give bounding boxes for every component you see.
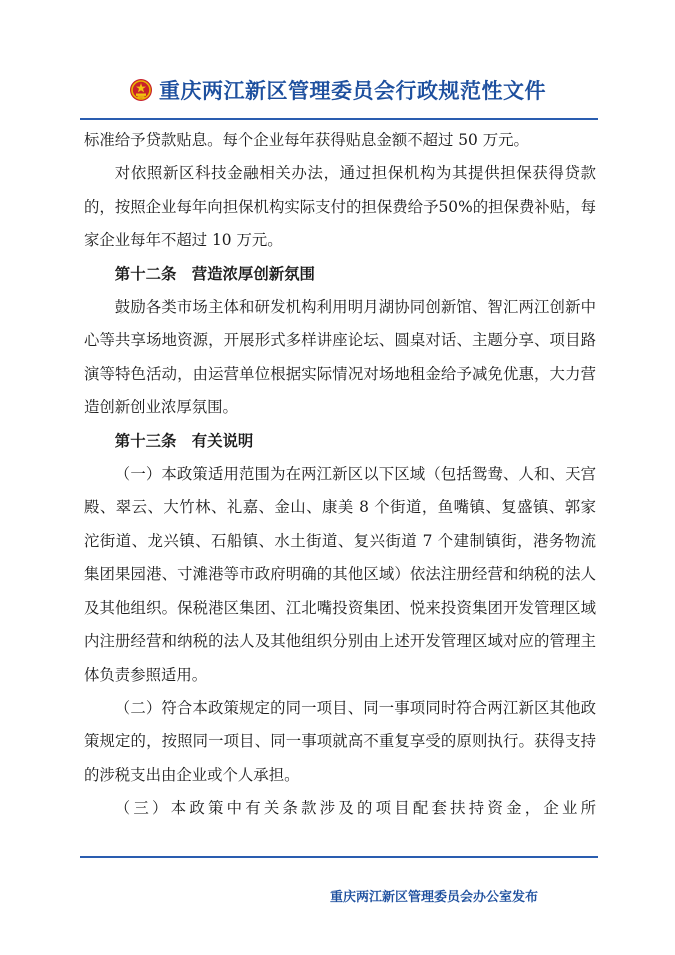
paragraph-guarantee-subsidy: 对依照新区科技金融相关办法，通过担保机构为其提供担保获得贷款的，按照企业每年向担保机构实际支付的担保费给予50%的担保费补贴，每家企业每年不超过 10 万元。 (84, 164, 596, 250)
article-12-heading: 第十二条 营造浓厚创新氛围 (114, 264, 315, 283)
paragraph-no-duplicate: （二）符合本政策规定的同一项目、同一事项同时符合两江新区其他政策规定的，按照同一项目、同一事项就高不重复享受的原则执行。获得支持的涉税支出由企业或个人承担。 (84, 698, 596, 784)
footer-divider (80, 856, 598, 858)
national-emblem-icon (129, 78, 153, 102)
header-title: 重庆两江新区管理委员会行政规范性文件 (159, 78, 546, 103)
document-header (0, 72, 675, 108)
header-divider (80, 118, 598, 120)
document-footer: 重庆两江新区管理委员会办公室发布 (330, 890, 539, 905)
paragraph-matching-funds: （三）本政策中有关条款涉及的项目配套扶持资金，企业所 (114, 799, 596, 818)
paragraph-continuation: 标准给予贷款贴息。每个企业每年获得贴息金额不超过 50 万元。 (84, 131, 529, 149)
document-body (84, 124, 596, 826)
paragraph-scope: （一）本政策适用范围为在两江新区以下区域（包括鸳鸯、人和、天宫殿、翠云、大竹林、礼嘉、金山、康美 8 个街道，鱼嘴镇、复盛镇、郭家沱街道、龙兴镇、石船镇、水土街道、复兴街道 7 个建制镇街，港务物流集团果园港、寸滩港等市政府明确的其他区域）依法注册经营和纳税的法人及其他组织。保税港区集团、江北嘴投资集团、悦来投资集团开发管理区域内注册经营和纳税的法人及其他组织分别由上述开发管理区域对应的管理主体负责参照适用。 (84, 465, 596, 684)
article-13-heading: 第十三条 有关说明 (114, 431, 254, 450)
paragraph-innovation-atmosphere: 鼓励各类市场主体和研发机构利用明月湖协同创新馆、智汇两江创新中心等共享场地资源，开展形式多样讲座论坛、圆桌对话、主题分享、项目路演等特色活动，由运营单位根据实际情况对场地租金给予减免优惠，大力营造创新创业浓厚氛围。 (84, 298, 596, 417)
